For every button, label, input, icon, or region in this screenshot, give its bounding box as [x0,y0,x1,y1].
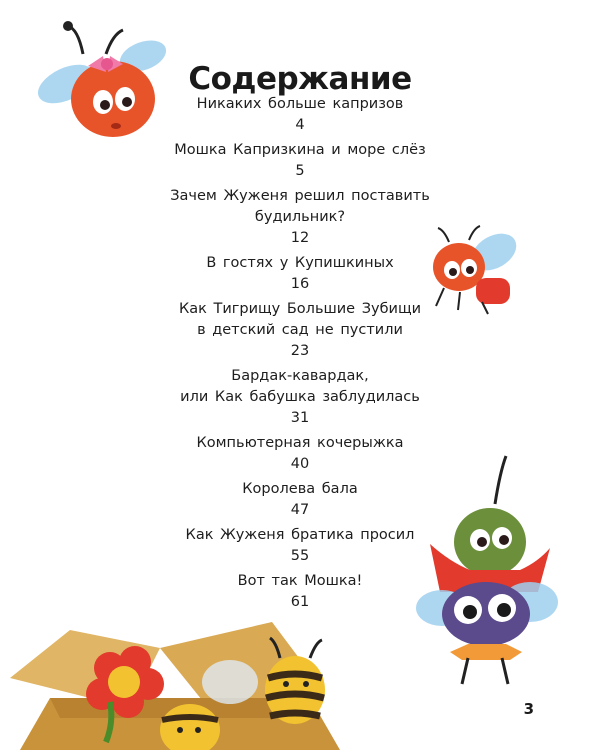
toc-entry[interactable] [0,253,600,295]
entry-page-number: 23 [290,343,310,359]
contents-title: Содержание [188,60,412,97]
entry-page-number: 4 [295,117,305,133]
entry-page-number: 16 [290,276,310,292]
page-number: 3 [523,700,534,718]
entry-page-number: 61 [290,594,310,610]
entry-page-number: 31 [290,410,310,426]
toc-entry[interactable] [0,94,600,136]
entry-title: Как Жуженя братика просил [185,527,415,543]
entry-title: Бардак-кавардак, или Как бабушка заблудилась [180,368,420,405]
box-with-flower-and-bees-illustration [10,618,380,750]
entry-page-number: 55 [290,548,310,564]
entry-title: Компьютерная кочерыжка [196,435,404,451]
toc-entry[interactable] [0,186,600,249]
entry-title: Как Тигрищу Большие Зубищи в детский сад не пустили [178,301,422,338]
entry-title: Мошка Капризкина и море слёз [174,142,426,158]
table-of-contents [0,94,600,617]
entry-title: Никаких больше капризов [196,96,404,112]
toc-entry[interactable] [0,140,600,182]
toc-entry[interactable] [0,479,600,521]
toc-entry[interactable] [0,433,600,475]
entry-page-number: 40 [290,456,310,472]
entry-title: В гостях у Купишкиных [206,255,394,271]
toc-entry[interactable] [0,571,600,613]
entry-title: Вот так Мошка! [237,573,363,589]
entry-page-number: 5 [295,163,305,179]
entry-page-number: 47 [290,502,310,518]
toc-entry[interactable] [0,525,600,567]
entry-title: Зачем Жуженя решил поставить будильник? [170,188,430,225]
toc-entry[interactable] [0,366,600,429]
entry-title: Королева бала [242,481,358,497]
entry-page-number: 12 [290,230,310,246]
toc-entry[interactable] [0,299,600,362]
